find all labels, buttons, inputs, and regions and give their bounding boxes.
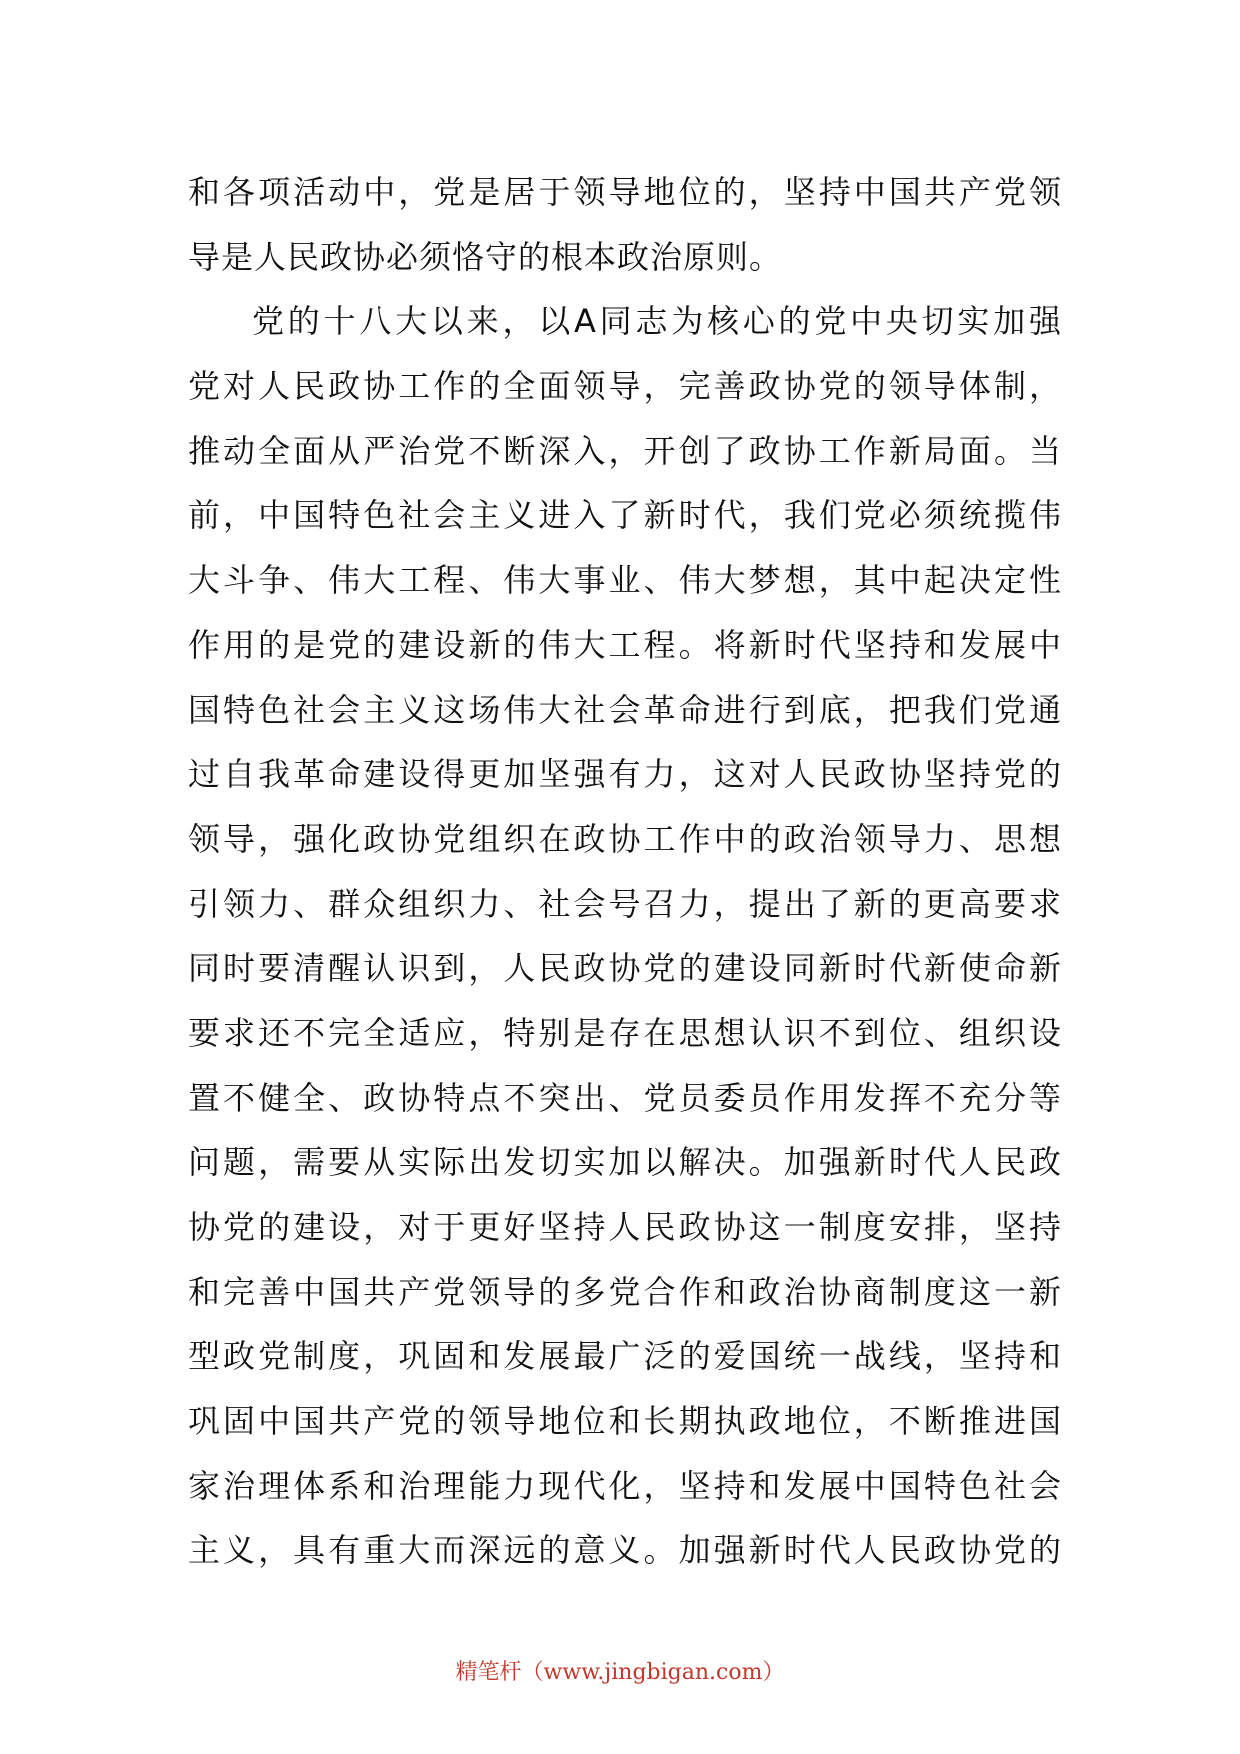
text-line: 巩固中国共产党的领导地位和长期执政地位，不断推进国 bbox=[188, 1402, 1062, 1441]
text-line: 过自我革命建设得更加坚强有力，这对人民政协坚持党的 bbox=[188, 755, 1062, 794]
text-line: 主义，具有重大而深远的意义。加强新时代人民政协党的 bbox=[188, 1531, 1062, 1570]
text-line: 协党的建设，对于更好坚持人民政协这一制度安排，坚持 bbox=[188, 1208, 1062, 1246]
text-line: 领导，强化政协党组织在政协工作中的政治领导力、思想 bbox=[188, 819, 1062, 858]
text-line: 党的十八大以来，以A同志为核心的党中央切实加强 bbox=[252, 302, 1062, 341]
text-line: 引领力、群众组织力、社会号召力，提出了新的更高要求 bbox=[188, 884, 1062, 923]
text-line: 置不健全、政协特点不突出、党员委员作用发挥不充分等 bbox=[188, 1078, 1062, 1117]
text-line: 型政党制度，巩固和发展最广泛的爱国统一战线，坚持和 bbox=[188, 1337, 1062, 1376]
text-line: 党对人民政协工作的全面领导，完善政协党的领导体制， bbox=[188, 367, 1062, 406]
text-line: 国特色社会主义这场伟大社会革命进行到底，把我们党通 bbox=[188, 690, 1062, 729]
body-text bbox=[188, 160, 1062, 1583]
footer-watermark-link[interactable]: 精笔杆（www.jingbigan.com） bbox=[455, 1660, 785, 1685]
text-line: 问题，需要从实际出发切实加以解决。加强新时代人民政 bbox=[188, 1143, 1062, 1182]
text-line: 作用的是党的建设新的伟大工程。将新时代坚持和发展中 bbox=[188, 625, 1062, 664]
text-line: 大斗争、伟大工程、伟大事业、伟大梦想，其中起决定性 bbox=[188, 561, 1062, 600]
text-line: 和完善中国共产党领导的多党合作和政治协商制度这一新 bbox=[188, 1272, 1062, 1311]
text-line: 前，中国特色社会主义进入了新时代，我们党必须统揽伟 bbox=[188, 496, 1062, 535]
text-line: 要求还不完全适应，特别是存在思想认识不到位、组织设 bbox=[188, 1013, 1062, 1052]
text-line: 和各项活动中，党是居于领导地位的，坚持中国共产党领 bbox=[188, 173, 1062, 211]
text-line: 导是人民政协必须恪守的根本政治原则。 bbox=[188, 237, 783, 276]
text-line: 同时要清醒认识到，人民政协党的建设同新时代新使命新 bbox=[188, 949, 1062, 988]
text-line: 家治理体系和治理能力现代化，坚持和发展中国特色社会 bbox=[188, 1466, 1062, 1505]
text-line: 推动全面从严治党不断深入，开创了政协工作新局面。当 bbox=[188, 431, 1062, 470]
